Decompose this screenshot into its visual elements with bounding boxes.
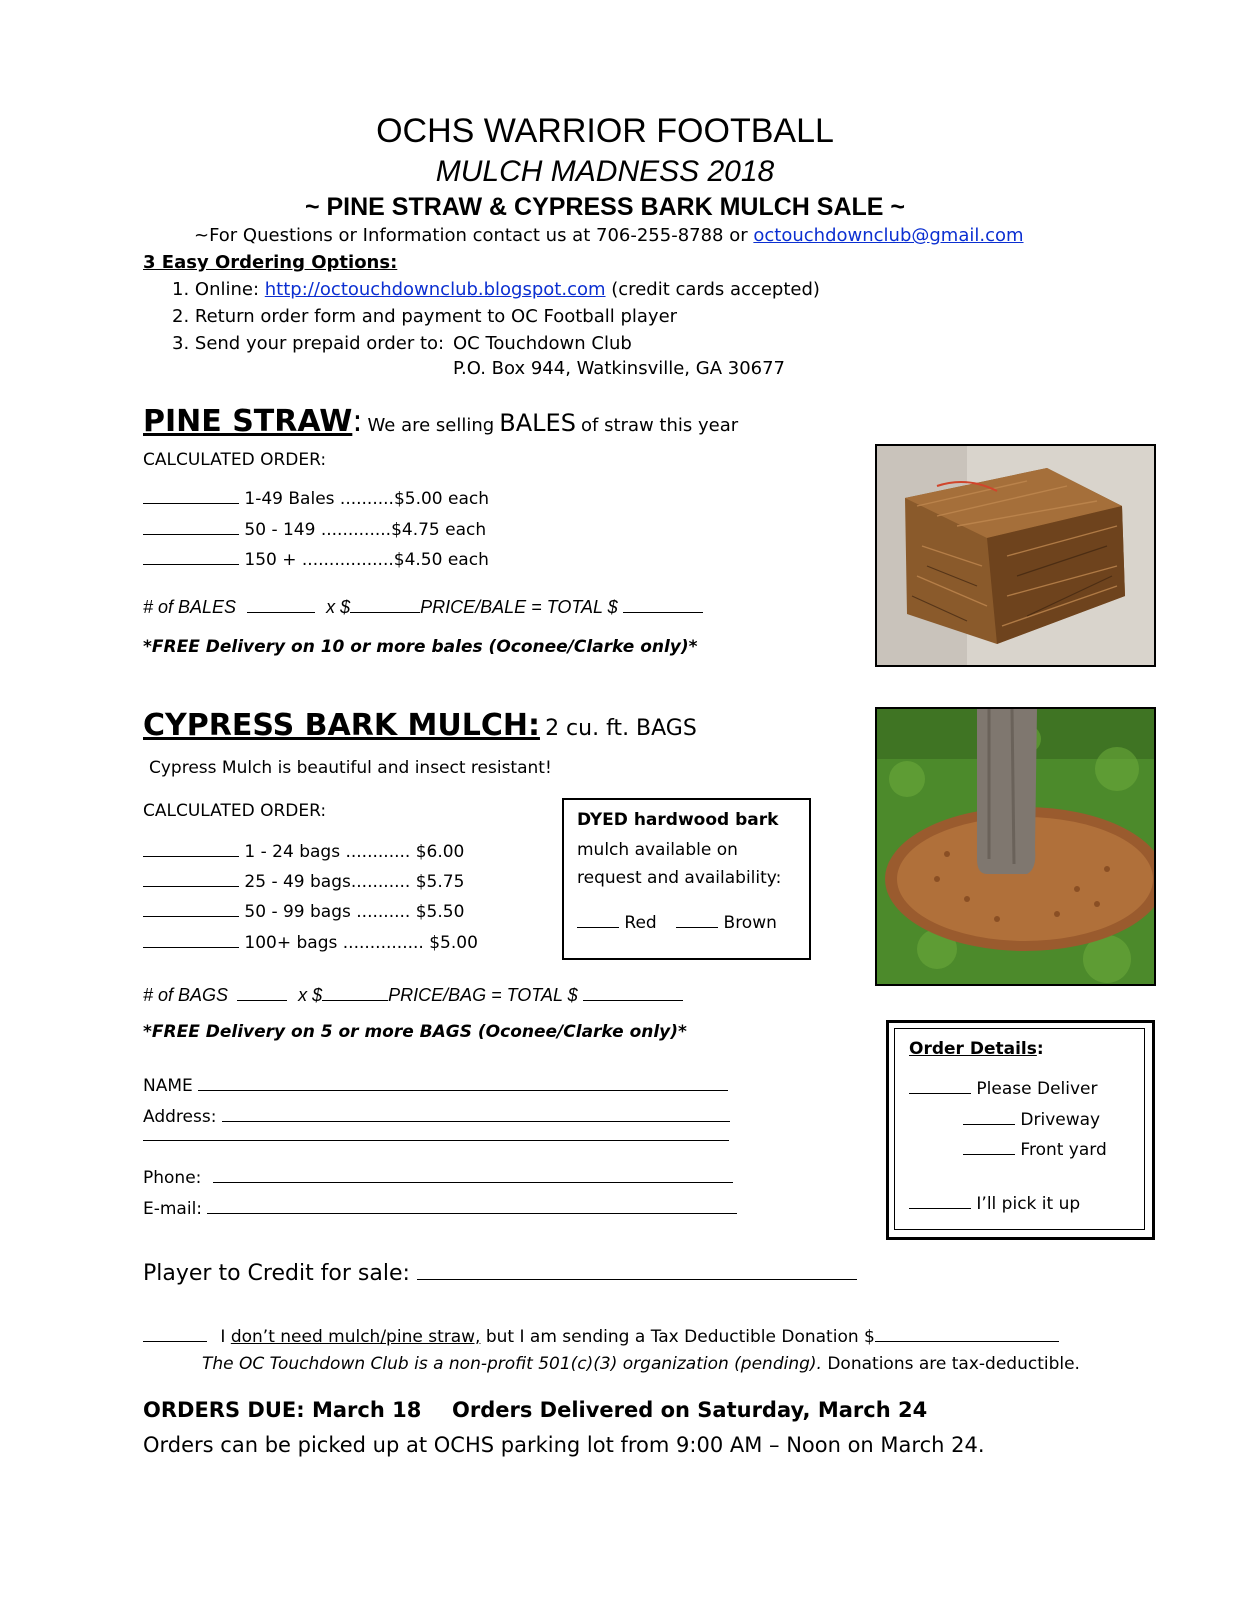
pine-formula: [143, 597, 703, 618]
pine-straw-photo: [875, 444, 1156, 667]
front-yard-row: [963, 1140, 1107, 1160]
name-field[interactable]: [198, 1076, 728, 1091]
donation-prefix: I: [220, 1327, 226, 1347]
sale-heading: ~ PINE STRAW & CYPRESS BARK MULCH SALE ~: [304, 193, 906, 221]
email-row: [143, 1199, 737, 1219]
cypress-tier-3-input[interactable]: [143, 902, 239, 917]
deliver-label: Please Deliver: [976, 1079, 1098, 1099]
cypress-calc-label: CALCULATED ORDER:: [143, 801, 327, 821]
tree-mulch-image: [877, 709, 1154, 984]
pickup-note: Orders can be picked up at OCHS parking lot from 9:00 AM – Noon on March 24.: [143, 1433, 985, 1457]
red-option-input[interactable]: [577, 913, 619, 928]
player-credit-field[interactable]: [417, 1261, 857, 1280]
dyed-line-2: mulch available on: [577, 840, 738, 860]
cypress-tier-2-label: 25 - 49 bags........... $5.75: [244, 872, 465, 892]
nonprofit-note: [202, 1354, 1080, 1374]
ordering-option-2: 2. Return order form and payment to OC Football player: [172, 306, 678, 327]
orders-due: ORDERS DUE: March 18: [143, 1398, 422, 1422]
pine-straw-heading: [143, 404, 738, 439]
cypress-tier-1-label: 1 - 24 bags ............ $6.00: [244, 842, 465, 862]
pine-colon: :: [352, 404, 363, 439]
cypress-tier-1-input[interactable]: [143, 842, 239, 857]
nonprofit-note-italic: The OC Touchdown Club is a non-profit 501(c)(3) organization (pending).: [202, 1354, 822, 1374]
pine-straw-title: PINE STRAW: [143, 404, 353, 439]
pine-tier-1-input[interactable]: [143, 489, 239, 504]
donation-row: [143, 1327, 1059, 1347]
contact-line: [194, 225, 1024, 246]
order-details-title: Order Details: [909, 1039, 1037, 1059]
bag-total-label: PRICE/BAG = TOTAL $: [388, 985, 578, 1005]
red-option-label: Red: [624, 913, 657, 933]
cypress-tier-row: [143, 842, 464, 862]
bale-price-input[interactable]: [350, 598, 420, 613]
cypress-tier-row: [143, 872, 464, 892]
orders-delivered: Orders Delivered on Saturday, March 24: [452, 1398, 928, 1422]
pickup-input[interactable]: [909, 1194, 971, 1209]
pine-tier-row: [143, 520, 486, 540]
mail-name: OC Touchdown Club: [453, 333, 632, 354]
phone-field[interactable]: [213, 1168, 733, 1183]
brown-option-label: Brown: [723, 913, 777, 933]
bag-price-input[interactable]: [322, 986, 388, 1001]
donation-check-input[interactable]: [143, 1327, 207, 1342]
pine-tier-3-input[interactable]: [143, 550, 239, 565]
player-credit-label: Player to Credit for sale:: [143, 1261, 410, 1286]
cypress-tier-4-input[interactable]: [143, 933, 239, 948]
phone-label: Phone:: [143, 1168, 202, 1188]
option-1-note: (credit cards accepted): [611, 279, 820, 300]
address-field-line-2[interactable]: [143, 1140, 729, 1141]
pine-tag-c: of straw this year: [581, 415, 739, 436]
cypress-tier-row: [143, 933, 478, 953]
deliver-row: [909, 1079, 1097, 1099]
donation-underlined: don’t need mulch/pine straw,: [230, 1327, 481, 1347]
address-label: Address:: [143, 1107, 217, 1127]
pickup-row: [909, 1194, 1080, 1214]
page-title: OCHS WARRIOR FOOTBALL: [376, 112, 834, 150]
pine-tier-row: [143, 489, 489, 509]
bale-total-label: PRICE/BALE = TOTAL $: [420, 597, 618, 617]
pine-tier-2-input[interactable]: [143, 520, 239, 535]
bags-times: x $: [298, 985, 323, 1005]
pine-tier-2-label: 50 - 149 .............$4.75 each: [244, 520, 487, 540]
dyed-options: [577, 913, 777, 933]
driveway-label: Driveway: [1020, 1110, 1101, 1130]
driveway-row: [963, 1110, 1100, 1130]
pine-tag-a: We are selling: [367, 415, 495, 436]
front-yard-input[interactable]: [963, 1140, 1015, 1155]
email-label: E-mail:: [143, 1199, 203, 1219]
phone-row: [143, 1168, 733, 1188]
pickup-label: I’ll pick it up: [976, 1194, 1081, 1214]
donation-suffix: but I am sending a Tax Deductible Donation $: [485, 1327, 875, 1347]
cypress-title: CYPRESS BARK MULCH:: [143, 708, 540, 743]
address-field[interactable]: [222, 1107, 730, 1122]
pine-tag-bales: BALES: [499, 409, 576, 437]
contact-text: ~For Questions or Information contact us at 706-255-8788 or: [194, 225, 748, 246]
pine-free-delivery: *FREE Delivery on 10 or more bales (Oconee/Clarke only)*: [143, 637, 698, 657]
mulch-photo: [875, 707, 1156, 986]
pine-calc-label: CALCULATED ORDER:: [143, 450, 327, 470]
pine-tier-3-label: 150 + .................$4.50 each: [244, 550, 489, 570]
blog-link[interactable]: http://octouchdownclub.blogspot.com: [264, 279, 606, 300]
contact-email-link[interactable]: octouchdownclub@gmail.com: [753, 225, 1024, 246]
ordering-option-3: 3. Send your prepaid order to:: [172, 333, 445, 354]
cypress-formula: [143, 985, 683, 1006]
dyed-line-1: DYED hardwood bark: [577, 810, 779, 830]
driveway-input[interactable]: [963, 1110, 1015, 1125]
brown-option-input[interactable]: [676, 913, 718, 928]
mail-address: P.O. Box 944, Watkinsville, GA 30677: [453, 358, 785, 379]
cypress-description: Cypress Mulch is beautiful and insect resistant!: [149, 758, 552, 778]
cypress-free-delivery: *FREE Delivery on 5 or more BAGS (Oconee/Clarke only)*: [143, 1022, 687, 1042]
bales-count-input[interactable]: [247, 598, 315, 613]
ordering-option-1: [172, 279, 820, 300]
page-subtitle: MULCH MADNESS 2018: [435, 155, 775, 188]
donation-amount-input[interactable]: [875, 1327, 1059, 1342]
option-1-label: 1. Online:: [172, 279, 260, 300]
cypress-tag: 2 cu. ft. BAGS: [545, 716, 697, 741]
address-row: [143, 1107, 730, 1127]
bale-total-input[interactable]: [623, 598, 703, 613]
pine-straw-bale-image: [877, 446, 1154, 665]
name-row: [143, 1076, 728, 1096]
bags-count-input[interactable]: [237, 986, 287, 1001]
cypress-tier-3-label: 50 - 99 bags .......... $5.50: [244, 902, 465, 922]
cypress-tier-2-input[interactable]: [143, 872, 239, 887]
front-yard-label: Front yard: [1020, 1140, 1107, 1160]
nonprofit-note-plain: Donations are tax-deductible.: [827, 1354, 1080, 1374]
bales-label: # of BALES: [143, 597, 237, 617]
dyed-line-3: request and availability:: [577, 868, 782, 888]
player-credit-row: [143, 1261, 857, 1286]
deliver-input[interactable]: [909, 1079, 971, 1094]
cypress-tier-row: [143, 902, 464, 922]
ordering-heading: 3 Easy Ordering Options:: [143, 252, 398, 273]
bag-total-input[interactable]: [583, 986, 683, 1001]
bales-times: x $: [326, 597, 351, 617]
pine-tier-1-label: 1-49 Bales ..........$5.00 each: [244, 489, 490, 509]
bags-label: # of BAGS: [143, 985, 229, 1005]
pine-tier-row: [143, 550, 489, 570]
cypress-heading: [143, 708, 697, 743]
email-field[interactable]: [207, 1199, 737, 1214]
cypress-tier-4-label: 100+ bags ............... $5.00: [244, 933, 478, 953]
name-label: NAME: [143, 1076, 193, 1096]
order-details-colon: :: [1036, 1039, 1044, 1059]
order-details-heading: [909, 1039, 1044, 1059]
